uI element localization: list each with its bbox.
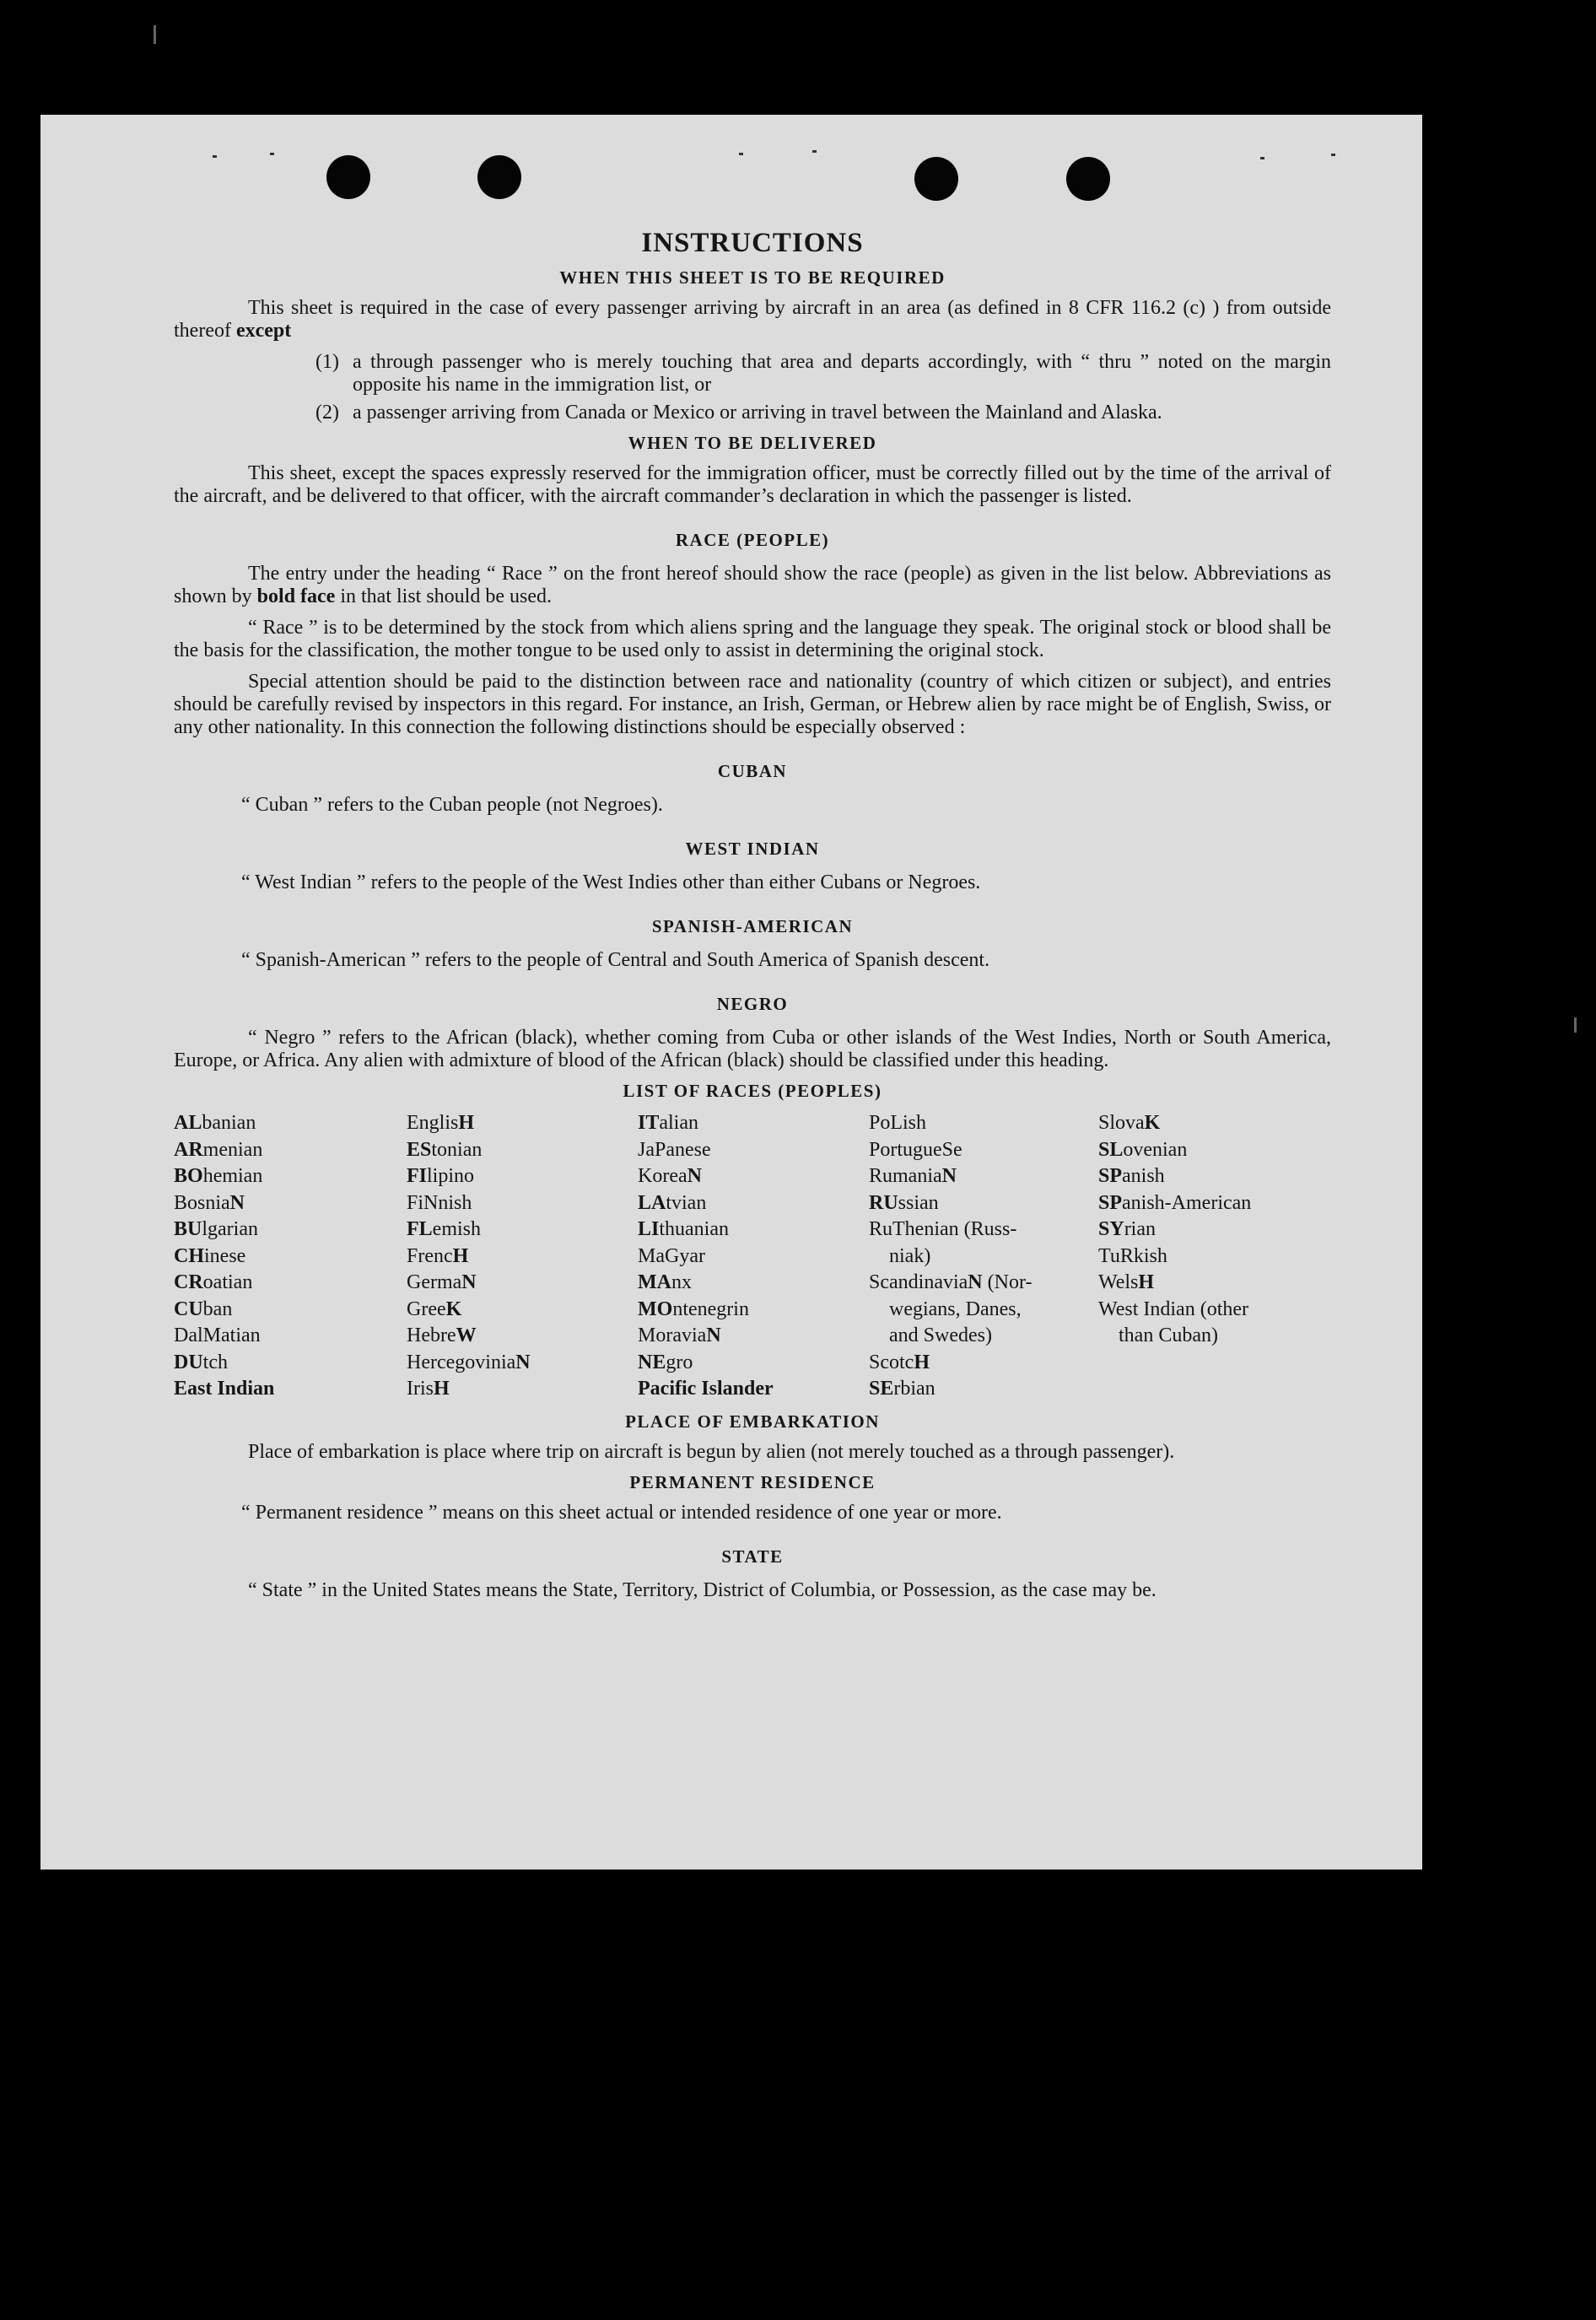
race-paragraph-3: Special attention should be paid to the distinction between race and nationality (country of which citizen or subject), and entries should be carefully revised by inspectors in this regard. For instance, an Irish, German, or Hebrew alien by race might be of English, Swiss, or any other nationality. In this connection the following distinctions should be especially observed : <box>174 671 1331 738</box>
race-paragraph-1: The entry under the heading “ Race ” on the front hereof should show the race (people) as given in the list below. Abbreviations as shown by bold face in that list should be used. <box>174 563 1331 607</box>
race-item: SYrian <box>1098 1218 1156 1240</box>
race-column <box>1098 1110 1331 1403</box>
race-item: West Indian (other <box>1098 1298 1249 1320</box>
race-column <box>407 1110 638 1403</box>
race-item: MoraviaN <box>638 1325 721 1346</box>
race-paragraph-2: “ Race ” is to be determined by the stock from which aliens spring and the language they speak. The original stock or blood shall be the basis for the classification, the mother tongue to be used only to assist in determining the original stock. <box>174 617 1331 661</box>
scan-speck <box>213 155 217 158</box>
race-item: SPanish <box>1098 1165 1165 1187</box>
punch-hole <box>914 157 958 201</box>
document-sheet <box>40 115 1422 1869</box>
race-item: MAnx <box>638 1271 692 1293</box>
race-item: CHinese <box>174 1244 246 1267</box>
scan-speck <box>739 153 743 155</box>
scan-speck <box>270 153 274 155</box>
scan-speck <box>1260 157 1264 159</box>
negro-definition: “ Negro ” refers to the African (black), whether coming from Cuba or other islands of the West Indies, North or South America, Europe, or Africa. Any alien with admixture of blood of the African (black) should be classified under this heading. <box>174 1027 1331 1071</box>
section-heading-cuban: CUBAN <box>717 761 788 781</box>
race-item: HebreW <box>407 1325 477 1346</box>
race-column <box>869 1110 1098 1403</box>
race-item: FrencH <box>407 1244 469 1267</box>
scan-mark <box>1574 1017 1577 1033</box>
race-item: Pacific Islander <box>638 1378 774 1400</box>
state-definition: “ State ” in the United States means the State, Territory, District of Columbia, or Possession, as the case may be. <box>248 1578 1157 1601</box>
race-item-continuation: and Swedes) <box>889 1325 992 1346</box>
race-item: HercegoviniaN <box>407 1351 531 1373</box>
race-item: FiNnish <box>407 1191 472 1214</box>
race-item: TuRkish <box>1098 1244 1167 1267</box>
instructions-content <box>174 228 1331 1602</box>
race-item: ALbanian <box>174 1112 256 1134</box>
section-heading-state: STATE <box>721 1546 784 1567</box>
section-heading-residence: PERMANENT RESIDENCE <box>629 1471 876 1492</box>
race-item: ScandinaviaN (Nor- <box>869 1271 1033 1293</box>
race-item: JaPanese <box>638 1138 711 1161</box>
exception-item: (1) a through passenger who is merely touching that area and departs accordingly, with “ thru ” noted on the margin opposite his name in the immigration list, or <box>315 351 1331 396</box>
race-item: MaGyar <box>638 1244 705 1267</box>
race-item: SPanish-American <box>1098 1191 1252 1214</box>
race-item: SlovaK <box>1098 1112 1161 1134</box>
spanish-american-definition: “ Spanish-American ” refers to the people of Central and South America of Spanish descent. <box>241 949 990 971</box>
race-item: BUlgarian <box>174 1218 258 1240</box>
section-heading-west-indian: WEST INDIAN <box>685 839 820 859</box>
race-item: CRoatian <box>174 1271 253 1293</box>
race-item: BosniaN <box>174 1191 245 1214</box>
race-item: DalMatian <box>174 1325 261 1346</box>
race-item: ITalian <box>638 1112 698 1134</box>
scan-speck <box>1331 154 1335 156</box>
race-item: CUban <box>174 1298 233 1320</box>
race-item: RuThenian (Russ- <box>869 1218 1017 1240</box>
race-item: LIthuanian <box>638 1218 729 1240</box>
race-item: RumaniaN <box>869 1165 957 1187</box>
section-heading-race-list: LIST OF RACES (PEOPLES) <box>623 1081 882 1101</box>
race-item: MOntenegrin <box>638 1298 749 1320</box>
west-indian-definition: “ West Indian ” refers to the people of the West Indies other than either Cubans or Negroes. <box>241 871 981 893</box>
race-column <box>638 1110 869 1403</box>
section-heading-spanish-american: SPANISH-AMERICAN <box>651 916 854 936</box>
section-heading-race: RACE (PEOPLE) <box>675 530 830 550</box>
punch-hole <box>326 155 370 199</box>
page-title: INSTRUCTIONS <box>641 228 864 258</box>
race-item: FLemish <box>407 1218 481 1240</box>
race-item: EStonian <box>407 1138 483 1161</box>
race-item: East Indian <box>174 1378 275 1400</box>
scan-speck <box>812 150 817 153</box>
section-heading-delivered: WHEN TO BE DELIVERED <box>628 433 877 453</box>
race-item: WelsH <box>1098 1271 1155 1293</box>
race-item: LAtvian <box>638 1191 707 1214</box>
punch-hole <box>477 155 521 199</box>
race-item-continuation: wegians, Danes, <box>889 1298 1022 1320</box>
race-item: NEgro <box>638 1351 693 1373</box>
section-heading-negro: NEGRO <box>716 994 789 1014</box>
race-item: PoLish <box>869 1112 927 1134</box>
delivered-text: This sheet, except the spaces expressly reserved for the immigration officer, must be correctly filled out by the time of the arrival of the aircraft, and be delivered to that officer, with the aircraft commander’s declaration in which the passenger is listed. <box>174 462 1331 507</box>
race-item: KoreaN <box>638 1165 702 1187</box>
race-item-continuation: than Cuban) <box>1119 1325 1218 1346</box>
race-item: EnglisH <box>407 1112 475 1134</box>
cuban-definition: “ Cuban ” refers to the Cuban people (not Negroes). <box>241 794 663 816</box>
required-intro: This sheet is required in the case of every passenger arriving by aircraft in an area (as defined in 8 CFR 116.2 (c) ) from outside thereof except <box>174 297 1331 342</box>
race-item: ARmenian <box>174 1138 263 1161</box>
exception-item: (2) a passenger arriving from Canada or Mexico or arriving in travel between the Mainland and Alaska. <box>315 402 1162 424</box>
punch-hole <box>1066 157 1110 201</box>
scan-mark <box>154 25 156 44</box>
race-item: SErbian <box>869 1378 935 1400</box>
race-list <box>174 1110 1331 1403</box>
race-column <box>174 1110 407 1403</box>
race-item: ScotcH <box>869 1351 930 1373</box>
race-item: FIlipino <box>407 1165 475 1187</box>
race-item: GermaN <box>407 1271 477 1293</box>
race-item: PortugueSe <box>869 1138 962 1161</box>
race-item: BOhemian <box>174 1165 263 1187</box>
section-heading-embarkation: PLACE OF EMBARKATION <box>625 1411 880 1432</box>
section-heading-required: WHEN THIS SHEET IS TO BE REQUIRED <box>559 267 946 288</box>
race-item: IrisH <box>407 1378 450 1400</box>
race-item: GreeK <box>407 1298 462 1320</box>
race-item: SLovenian <box>1098 1138 1188 1161</box>
race-item-continuation: niak) <box>889 1244 931 1267</box>
race-item: RUssian <box>869 1191 939 1214</box>
race-item: DUtch <box>174 1351 228 1373</box>
embarkation-text: Place of embarkation is place where trip on aircraft is begun by alien (not merely touched as a through passenger). <box>248 1440 1175 1463</box>
residence-definition: “ Permanent residence ” means on this sheet actual or intended residence of one year or more. <box>241 1501 1002 1524</box>
